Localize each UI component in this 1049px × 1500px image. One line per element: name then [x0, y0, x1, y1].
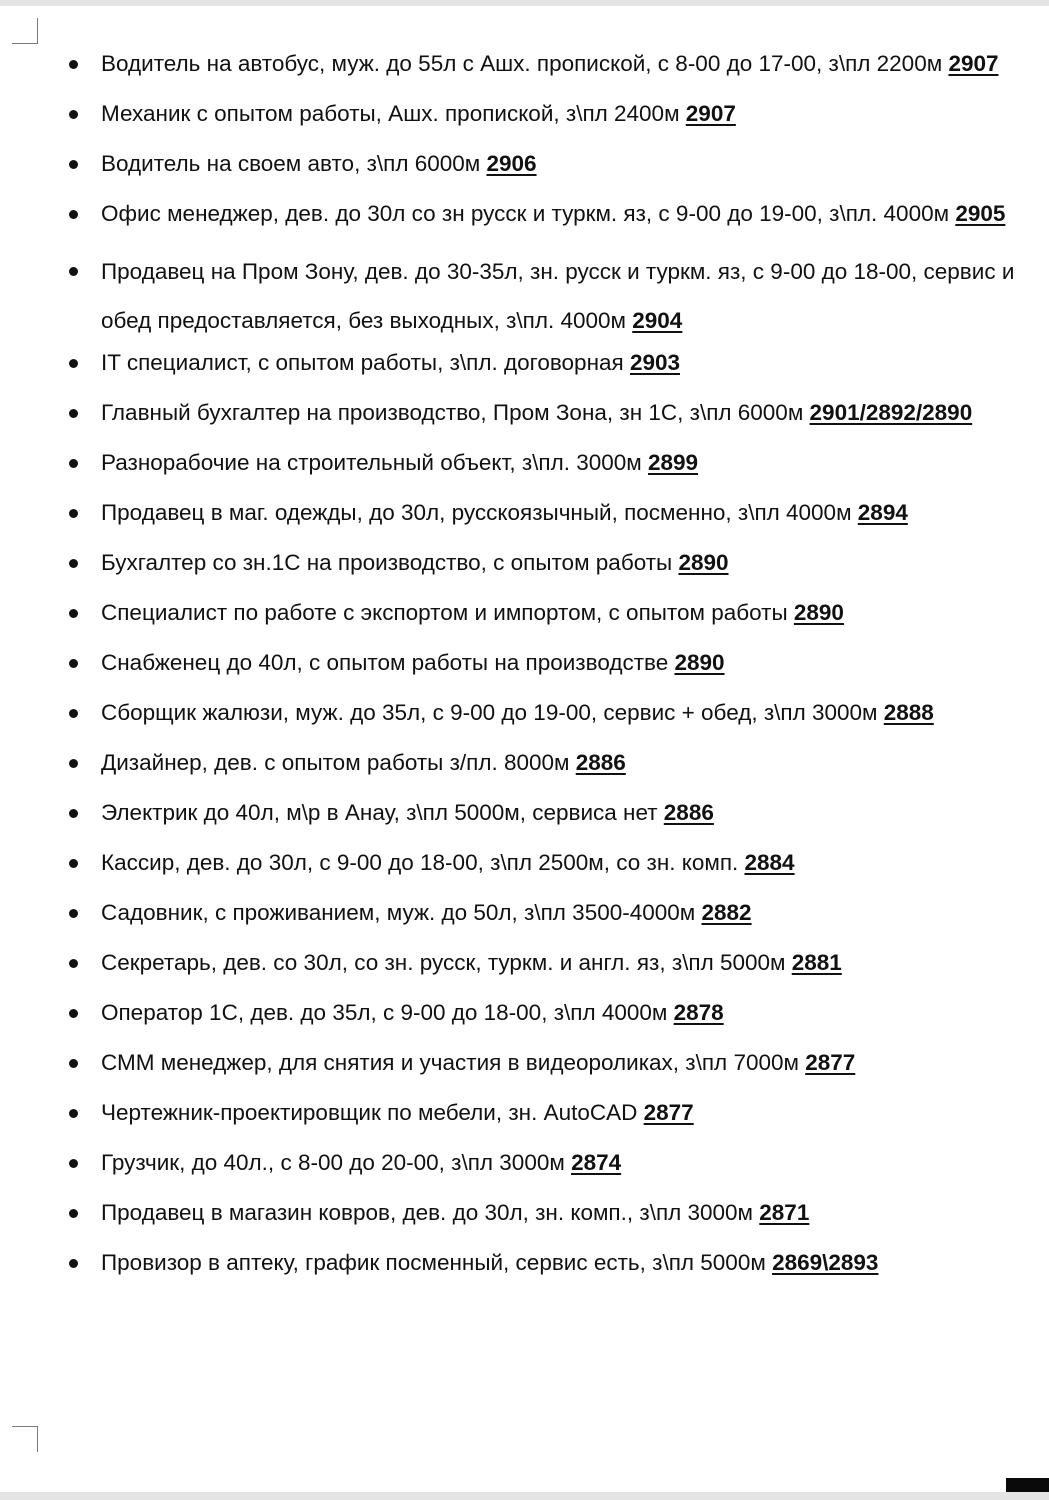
- job-description: Разнорабочие на строительный объект, з\пл. 3000м: [101, 450, 648, 475]
- job-description: Провизор в аптеку, график посменный, сервис есть, з\пл 5000м: [101, 1250, 773, 1275]
- job-code: 2904: [632, 308, 683, 333]
- job-description: Офис менеджер, дев. до 30л со зн русск и туркм. яз, с 9-00 до 19-00, з\пл. 4000м: [101, 201, 956, 226]
- job-code: 2882: [701, 900, 752, 925]
- list-item: [66, 197, 1041, 231]
- list-item: [66, 1246, 1041, 1280]
- document-page: [0, 6, 1049, 1492]
- job-description: Главный бухгалтер на производство, Пром Зона, зн 1С, з\пл 6000м: [101, 400, 810, 425]
- list-item: [66, 746, 1041, 780]
- job-code: 2886: [663, 800, 714, 825]
- job-description: Дизайнер, дев. с опытом работы з/пл. 8000м: [101, 750, 576, 775]
- job-code: 2869\2893: [772, 1250, 879, 1275]
- job-code: 2878: [673, 1000, 724, 1025]
- job-description: Чертежник-проектировщик по мебели, зн. AutoCAD: [101, 1100, 644, 1125]
- job-description: Грузчик, до 40л., с 8-00 до 20-00, з\пл 3000м: [101, 1150, 572, 1175]
- list-item: [66, 1196, 1041, 1230]
- job-description: Продавец в маг. одежды, до 30л, русскоязычный, посменно, з\пл 4000м: [101, 500, 858, 525]
- job-code: 2907: [685, 101, 736, 126]
- list-item: [66, 896, 1041, 930]
- job-code: 2884: [744, 850, 795, 875]
- job-description: Специалист по работе с экспортом и импортом, с опытом работы: [101, 600, 794, 625]
- job-code: 2890: [793, 600, 844, 625]
- list-item: [66, 646, 1041, 680]
- page-edge-mark: [1006, 1478, 1049, 1492]
- list-item: [66, 596, 1041, 630]
- job-code: 2903: [629, 350, 680, 375]
- job-description: Продавец в магазин ковров, дев. до 30л, зн. комп., з\пл 3000м: [101, 1200, 760, 1225]
- list-item: [66, 346, 1041, 380]
- job-code: 2905: [955, 201, 1006, 226]
- job-code: 2906: [486, 151, 537, 176]
- list-item: [66, 1096, 1041, 1130]
- list-item: [66, 496, 1041, 530]
- job-description: Электрик до 40л, м\р в Анау, з\пл 5000м, сервиса нет: [101, 800, 664, 825]
- job-code: 2871: [759, 1200, 810, 1225]
- job-code: 2886: [575, 750, 626, 775]
- job-code: 2881: [791, 950, 842, 975]
- job-description: Сборщик жалюзи, муж. до 35л, с 9-00 до 19-00, сервис + обед, з\пл 3000м: [101, 700, 884, 725]
- job-code: 2899: [648, 450, 699, 475]
- list-item: [66, 546, 1041, 580]
- job-description: Бухгалтер со зн.1С на производство, с опытом работы: [101, 550, 679, 575]
- list-item: [66, 147, 1041, 181]
- list-item: [66, 247, 1041, 345]
- list-item: [66, 796, 1041, 830]
- page-corner-mark-top: [12, 18, 38, 44]
- list-item: [66, 1146, 1041, 1180]
- job-description: СММ менеджер, для снятия и участия в видеороликах, з\пл 7000м: [101, 1050, 806, 1075]
- list-item: [66, 946, 1041, 980]
- job-description: Механик с опытом работы, Ашх. пропиской, з\пл 2400м: [101, 101, 686, 126]
- job-code: 2890: [674, 650, 725, 675]
- list-item: [66, 996, 1041, 1030]
- page-corner-mark-bottom: [12, 1426, 38, 1452]
- job-code: 2888: [883, 700, 934, 725]
- job-code: 2901/2892/2890: [809, 400, 973, 425]
- job-code: 2894: [857, 500, 908, 525]
- job-description: Садовник, с проживанием, муж. до 50л, з\пл 3500-4000м: [101, 900, 702, 925]
- job-code: 2890: [678, 550, 729, 575]
- list-item: [66, 446, 1041, 480]
- job-description: Снабженец до 40л, с опытом работы на производстве: [101, 650, 675, 675]
- job-list: [66, 47, 1041, 1296]
- list-item: [66, 396, 1041, 430]
- job-description: IT специалист, с опытом работы, з\пл. договорная: [101, 350, 630, 375]
- job-description: Водитель на автобус, муж. до 55л с Ашх. пропиской, с 8-00 до 17-00, з\пл 2200м: [101, 51, 949, 76]
- job-description: Секретарь, дев. со 30л, со зн. русск, туркм. и англ. яз, з\пл 5000м: [101, 950, 792, 975]
- job-code: 2877: [643, 1100, 694, 1125]
- list-item: [66, 97, 1041, 131]
- job-description: Продавец на Пром Зону, дев. до 30-35л, зн. русск и туркм. яз, с 9-00 до 18-00, сервис и обед предоставляется, без выходных, з\пл. 4000м: [101, 259, 1015, 333]
- job-description: Оператор 1С, дев. до 35л, с 9-00 до 18-00, з\пл 4000м: [101, 1000, 674, 1025]
- job-description: Водитель на своем авто, з\пл 6000м: [101, 151, 487, 176]
- job-code: 2877: [805, 1050, 856, 1075]
- list-item: [66, 1046, 1041, 1080]
- list-item: [66, 47, 1041, 81]
- job-code: 2874: [571, 1150, 622, 1175]
- list-item: [66, 846, 1041, 880]
- job-description: Кассир, дев. до 30л, с 9-00 до 18-00, з\пл 2500м, со зн. комп.: [101, 850, 745, 875]
- job-code: 2907: [948, 51, 999, 76]
- list-item: [66, 696, 1041, 730]
